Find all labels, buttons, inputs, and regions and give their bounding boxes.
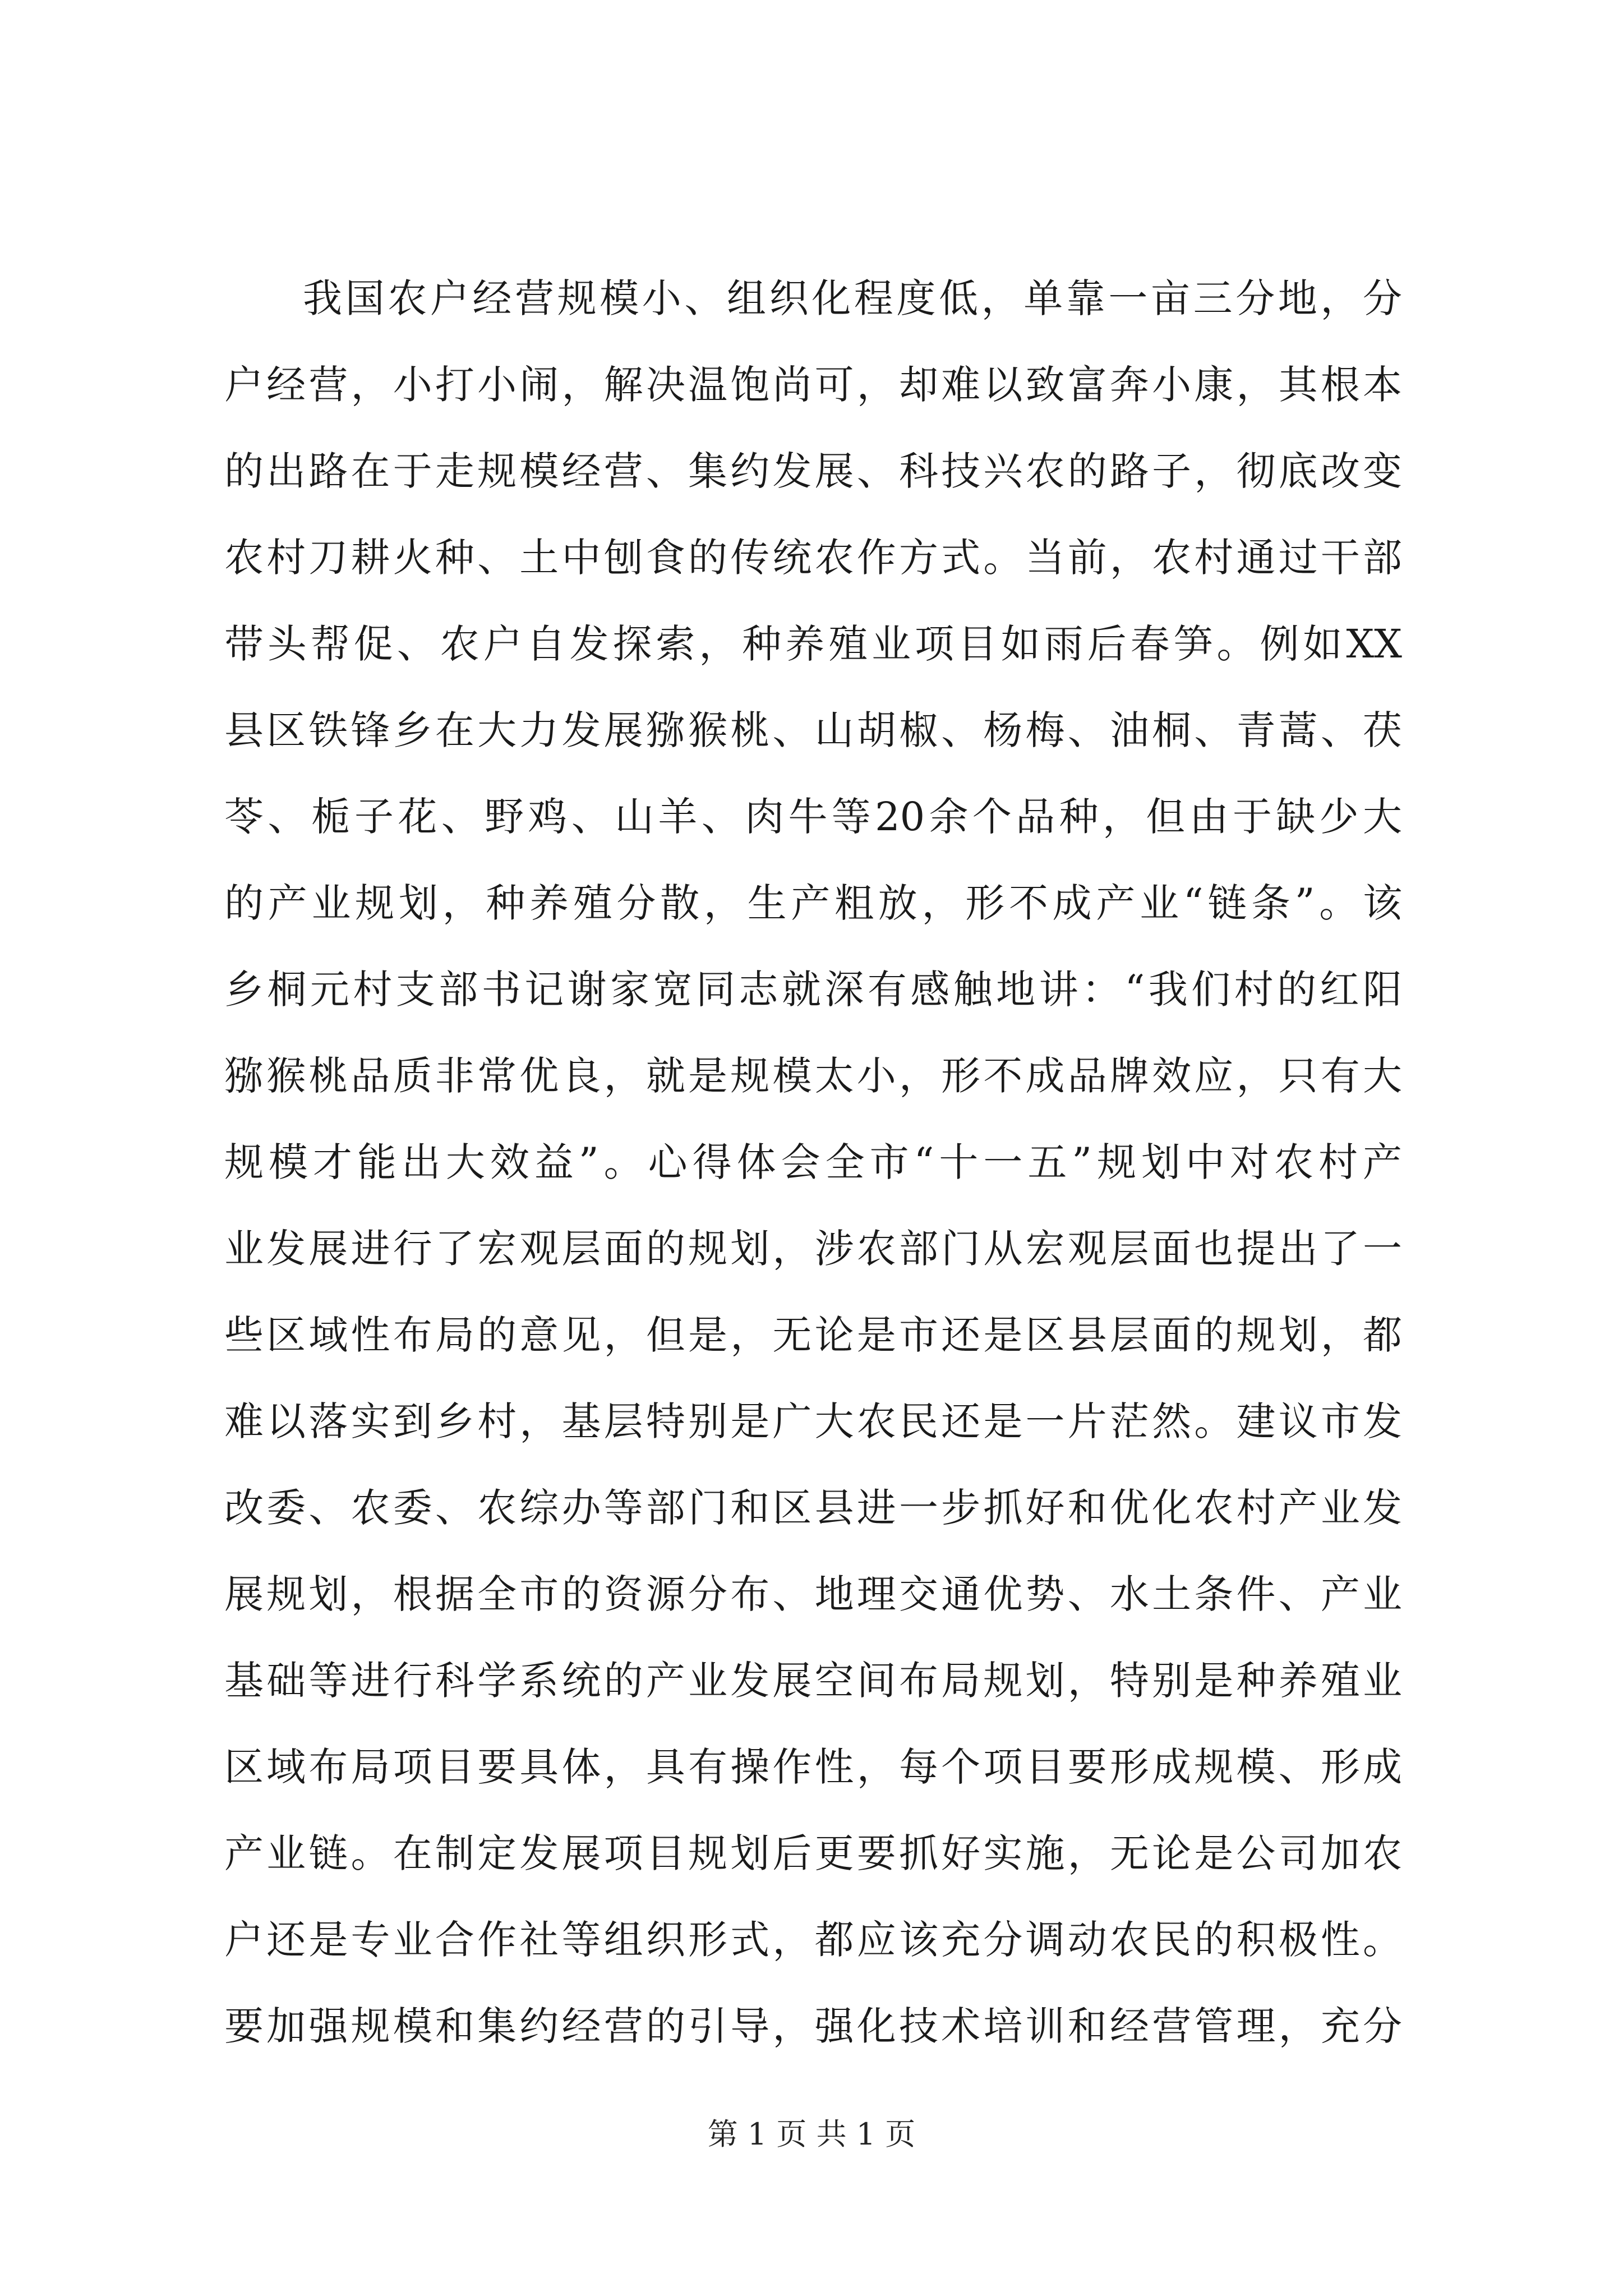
paragraph-line: 我国农户经营规模小、组织化程度低，单靠一亩三分地，分 [303, 275, 1402, 321]
paragraph-line: 苓、栀子花、野鸡、山羊、肉牛等20余个品种，但由于缺少大 [224, 794, 1402, 840]
paragraph-line: 乡桐元村支部书记谢家宽同志就深有感触地讲：“我们村的红阳 [224, 967, 1402, 1013]
paragraph-line: 些区域性布局的意见，但是，无论是市还是区县层面的规划，都 [224, 1312, 1402, 1358]
paragraph-line: 区域布局项目要具体，具有操作性，每个项目要形成规模、形成 [224, 1744, 1402, 1790]
paragraph-line: 带头帮促、农户自发探索，种养殖业项目如雨后春笋。例如XX [224, 621, 1402, 667]
page-number-footer: 第 1 页 共 1 页 [707, 2116, 916, 2152]
paragraph-line: 基础等进行科学系统的产业发展空间布局规划，特别是种养殖业 [224, 1658, 1402, 1704]
paragraph-line: 的产业规划，种养殖分散，生产粗放，形不成产业“链条”。该 [224, 880, 1402, 926]
paragraph-line: 业发展进行了宏观层面的规划，涉农部门从宏观层面也提出了一 [224, 1226, 1402, 1272]
paragraph-line: 农村刀耕火种、土中刨食的传统农作方式。当前，农村通过干部 [224, 535, 1402, 581]
paragraph-line: 县区铁锋乡在大力发展猕猴桃、山胡椒、杨梅、油桐、青蒿、茯 [224, 707, 1402, 753]
paragraph-line: 要加强规模和集约经营的引导，强化技术培训和经营管理，充分 [224, 2003, 1402, 2049]
paragraph-line: 户还是专业合作社等组织形式，都应该充分调动农民的积极性。 [224, 1917, 1402, 1963]
paragraph-line: 规模才能出大效益”。心得体会全市“十一五”规划中对农村产 [224, 1139, 1402, 1185]
paragraph-line: 户经营，小打小闹，解决温饱尚可，却难以致富奔小康，其根本 [224, 362, 1402, 408]
paragraph-line: 难以落实到乡村，基层特别是广大农民还是一片茫然。建议市发 [224, 1398, 1402, 1444]
paragraph-line: 猕猴桃品质非常优良，就是规模太小，形不成品牌效应，只有大 [224, 1053, 1402, 1099]
paragraph-line: 展规划，根据全市的资源分布、地理交通优势、水土条件、产业 [224, 1571, 1402, 1617]
paragraph-line: 产业链。在制定发展项目规划后更要抓好实施，无论是公司加农 [224, 1830, 1402, 1876]
body-paragraph [224, 255, 1402, 2069]
paragraph-line: 改委、农委、农综办等部门和区县进一步抓好和优化农村产业发 [224, 1485, 1402, 1531]
paragraph-line: 的出路在于走规模经营、集约发展、科技兴农的路子，彻底改变 [224, 448, 1402, 494]
